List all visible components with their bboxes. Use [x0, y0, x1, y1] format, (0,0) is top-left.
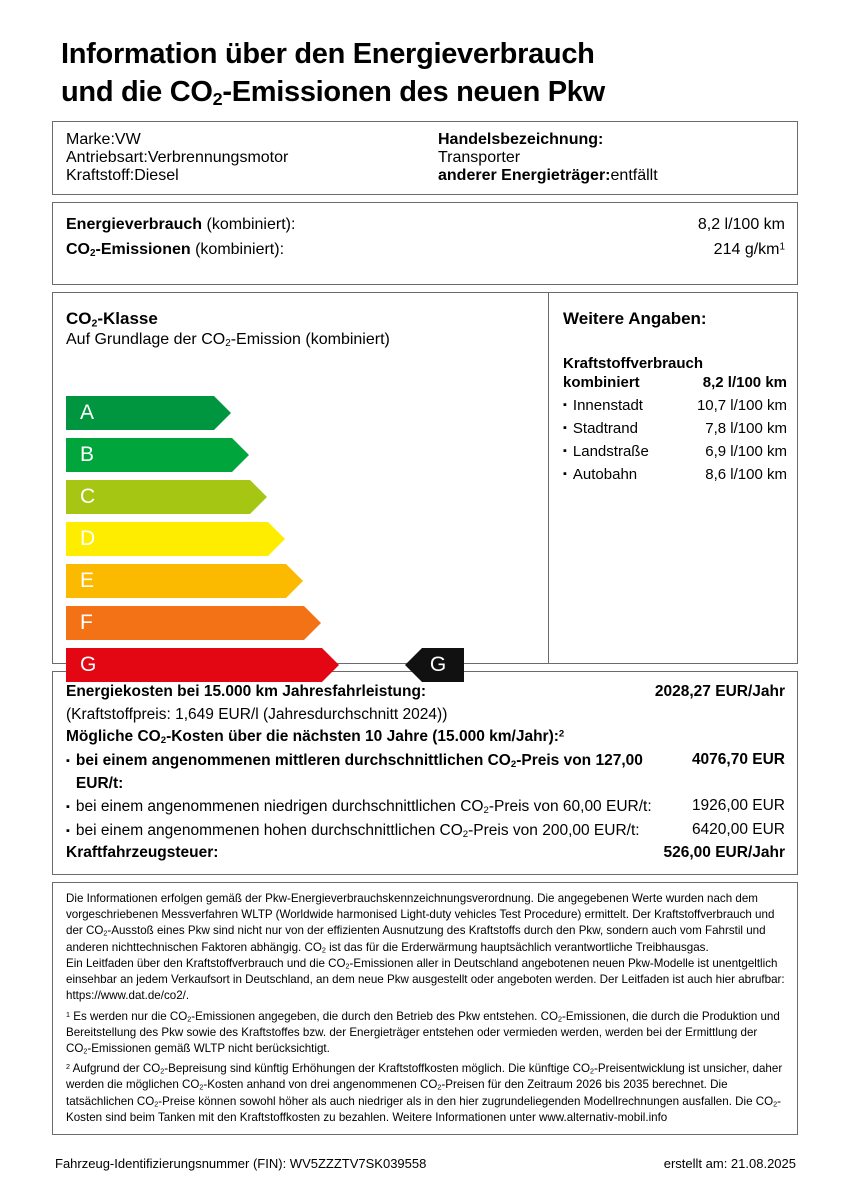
- bullet-icon: ▪: [66, 801, 70, 814]
- bar-arrow-tip: [322, 648, 339, 682]
- anderer-energietraeger-value: entfällt: [610, 167, 658, 185]
- energy-class-bar-c: [66, 480, 322, 514]
- footnote-1: $^1$ Es werden nur die $CO_2$-Emissionen angegeben, die durch den Betrieb des Pkw entstehen. $CO_2$-Emissionen, die durch die Produktion und Bereitstellung des Pkw sowie des Kraftstoffes bzw. der Energieträger entstehen oder vermieden werden, werden bei der Ermittlung der $CO_2$-Emissionen gemäß WLTP nicht berücksichtigt.: [66, 1009, 780, 1056]
- consumption-detail-row: [563, 418, 787, 441]
- antriebsart-value: Verbrennungsmotor: [147, 149, 289, 167]
- vehicle-info-box: [52, 121, 798, 195]
- kraftstoff-label: Kraftstoff:: [66, 167, 135, 185]
- consumption-detail-value: 10,7 l/100 km: [696, 396, 787, 414]
- bullet-icon: ▪: [66, 754, 70, 767]
- consumption-detail-value: 8,2 l/100 km: [702, 374, 787, 391]
- energy-class-bar-label: A: [66, 396, 214, 430]
- co2-class-subheading: Auf Grundlage der $CO_2$-Emission (kombiniert): [66, 331, 390, 350]
- marke-value: VW: [114, 131, 141, 149]
- vehicle-tax-label: Kraftfahrzeugsteuer:: [66, 844, 219, 862]
- energy-class-bar-label: D: [66, 522, 268, 556]
- co2-cost-heading: Mögliche $CO_2$-Kosten über die nächsten 10 Jahre (15.000 km/Jahr):$^2$: [66, 728, 565, 747]
- consumption-detail-value: 8,6 l/100 km: [705, 465, 787, 483]
- consumption-detail-value: 7,8 l/100 km: [705, 419, 787, 437]
- energy-class-bar-e: [66, 564, 322, 598]
- marke-label: Marke:: [66, 131, 115, 149]
- energy-class-scale: [66, 396, 447, 690]
- bar-arrow-tip: [232, 438, 249, 472]
- table-row: [66, 149, 785, 167]
- energy-consumption-label: Energieverbrauch (kombiniert):: [66, 216, 296, 234]
- co2-cost-value: 4076,70 EUR: [691, 750, 785, 768]
- co2-cost-value: 6420,00 EUR: [691, 820, 785, 838]
- kraftstoffverbrauch-section-label: Kraftstoffverbrauch: [563, 355, 704, 372]
- consumption-detail-row: [563, 464, 787, 487]
- energy-class-bar-label: G: [66, 648, 322, 682]
- co2-class-box: [52, 292, 798, 676]
- consumption-detail-label: Landstraße: [572, 442, 649, 460]
- energy-cost-label: Energiekosten bei 15.000 km Jahresfahrleistung:: [66, 683, 427, 700]
- bar-arrow-tip: [268, 522, 285, 556]
- bullet-icon: ▪: [563, 421, 567, 434]
- legal-paragraph-1: Die Informationen erfolgen gemäß der Pkw-Energieverbrauchskennzeichnungsverordnung. Die angegebenen Werte wurden nach dem vorgeschriebenen Messverfahren WLTP (Worldwide harmonised Light-duty vehicles Test Procedure) ermittelt. Der Kraftstoffverbrauch und der $CO_2$-Ausstoß eines Pkw sind nicht nur von der effizienten Ausnutzung des Kraftstoffs durch den Pkw, sondern auch vom Fahrstil und anderen nichttechnischen Faktoren abhängig. $CO_2$ ist das für die Erderwärmung hauptsächlich verantwortliche Treibhausgas.: [66, 892, 775, 955]
- consumption-box: [52, 202, 798, 285]
- energy-class-bar-label: E: [66, 564, 286, 598]
- co2-cost-row: [66, 749, 785, 795]
- footnote-2: $^2$ Aufgrund der $CO_2$-Bepreisung sind künftig Erhöhungen der Kraftstoffkosten möglich. Die künftige $CO_2$-Preisentwicklung ist unsicher, daher werden die möglichen $CO_2$-Kosten anhand von drei angenommenen $CO_2$-Preisen für den Zeitraum 2026 bis 2035 berechnet. Die tatsächlichen $CO_2$-Preise können sowohl höher als auch niedriger als in den hier zugrundeliegenden Modellrechnungen ausfallen. Die $CO_2$-Kosten sind beim Tanken mit den Kraftstoffkosten zu bezahlen. Weitere Informationen unter www.alternativ-mobil.info: [66, 1061, 783, 1124]
- consumption-detail-label: Innenstadt: [572, 396, 643, 414]
- energy-class-bar-label: C: [66, 480, 250, 514]
- weitere-angaben-title: Weitere Angaben:: [563, 309, 707, 328]
- bar-arrow-tip: [214, 396, 231, 430]
- energy-class-bar-f: [66, 606, 322, 640]
- energy-class-bar-a: [66, 396, 322, 430]
- page-title: [61, 0, 798, 121]
- consumption-detail-row: [563, 395, 787, 418]
- selected-class-marker: [405, 648, 464, 682]
- legal-notes-box: [52, 882, 798, 1135]
- fuel-price-note: (Kraftstoffpreis: 1,649 EUR/l (Jahresdurchschnitt 2024)): [66, 705, 448, 723]
- energy-class-bar-d: [66, 522, 322, 556]
- vehicle-tax-row: [66, 842, 785, 865]
- title-line-2: und die $CO_2$-Emissionen des neuen Pkw: [61, 75, 605, 109]
- vehicle-tax-value: 526,00 EUR/Jahr: [663, 844, 785, 862]
- energy-class-bar-b: [66, 438, 322, 472]
- kraftstoff-value: Diesel: [134, 167, 179, 185]
- bar-arrow-tip: [304, 606, 321, 640]
- selected-class-letter: G: [422, 648, 464, 682]
- anderer-energietraeger-label: anderer Energieträger:: [438, 167, 611, 185]
- energy-class-bar-g: [66, 648, 447, 682]
- energy-consumption-value: 8,2 l/100 km: [697, 216, 785, 234]
- bar-arrow-tip: [286, 564, 303, 598]
- table-row: [66, 167, 785, 185]
- co2-class-panel: [53, 293, 548, 676]
- co2-cost-label: bei einem angenommenen hohen durchschnittlichen $CO_2$-Preis von 200,00 EUR/t:: [75, 821, 640, 840]
- bullet-icon: ▪: [563, 444, 567, 457]
- co2-emissions-value: 214 $g/km^1$: [713, 240, 785, 258]
- costs-box: [52, 671, 798, 875]
- energy-class-bar-label: F: [66, 606, 304, 640]
- bullet-icon: ▪: [563, 398, 567, 411]
- energy-class-bar-label: B: [66, 438, 232, 472]
- title-line-1: Information über den Energieverbrauch: [61, 38, 595, 70]
- energy-cost-value: 2028,27 EUR/Jahr: [654, 683, 785, 700]
- consumption-detail-row: [563, 441, 787, 464]
- co2-cost-label: bei einem angenommenen mittleren durchschnittlichen $CO_2$-Preis von 127,00 EUR/t:: [75, 751, 643, 792]
- co2-emissions-label: $CO_2$-Emissionen (kombiniert):: [66, 240, 285, 259]
- energy-consumption-row: [66, 213, 785, 237]
- legal-paragraph-2: Ein Leitfaden über den Kraftstoffverbrauch und die $CO_2$-Emissionen aller in Deutschland angebotenen neuen Pkw-Modelle ist unentgeltlich einsehbar an jedem Verkaufsort in Deutschland, an dem neue Pkw ausgestellt oder angeboten werden. Der Leitfaden ist auch hier abrufbar: https://www.dat.de/co2/.: [66, 956, 785, 1003]
- handelsbezeichnung-value: Transporter: [438, 149, 521, 167]
- weitere-angaben-panel: [549, 293, 797, 663]
- co2-emissions-row: [66, 238, 785, 262]
- bullet-icon: ▪: [66, 824, 70, 837]
- document-footer: [52, 1142, 798, 1171]
- co2-class-heading: $CO_2$-Klasse: [66, 309, 158, 330]
- co2-cost-label: bei einem angenommenen niedrigen durchschnittlichen $CO_2$-Preis von 60,00 EUR/t:: [75, 798, 652, 817]
- consumption-detail-label: Autobahn: [572, 465, 638, 483]
- created-date: erstellt am: 21.08.2025: [663, 1156, 796, 1172]
- consumption-detail-row: [563, 372, 787, 395]
- consumption-detail-label: Stadtrand: [572, 419, 638, 437]
- bar-arrow-tip: [250, 480, 267, 514]
- consumption-detail-value: 6,9 l/100 km: [705, 442, 787, 460]
- vin-text: Fahrzeug-Identifizierungsnummer (FIN): WV5ZZZTV7SK039558: [55, 1156, 427, 1172]
- antriebsart-label: Antriebsart:: [66, 149, 148, 167]
- co2-cost-row: [66, 819, 785, 843]
- co2-cost-row: [66, 795, 785, 819]
- bullet-icon: ▪: [563, 467, 567, 480]
- handelsbezeichnung-label: Handelsbezeichnung:: [438, 131, 604, 149]
- co2-cost-value: 1926,00 EUR: [691, 797, 785, 815]
- table-row: [66, 131, 785, 149]
- marker-arrow-tip: [405, 648, 422, 682]
- consumption-detail-label: kombiniert: [563, 374, 640, 391]
